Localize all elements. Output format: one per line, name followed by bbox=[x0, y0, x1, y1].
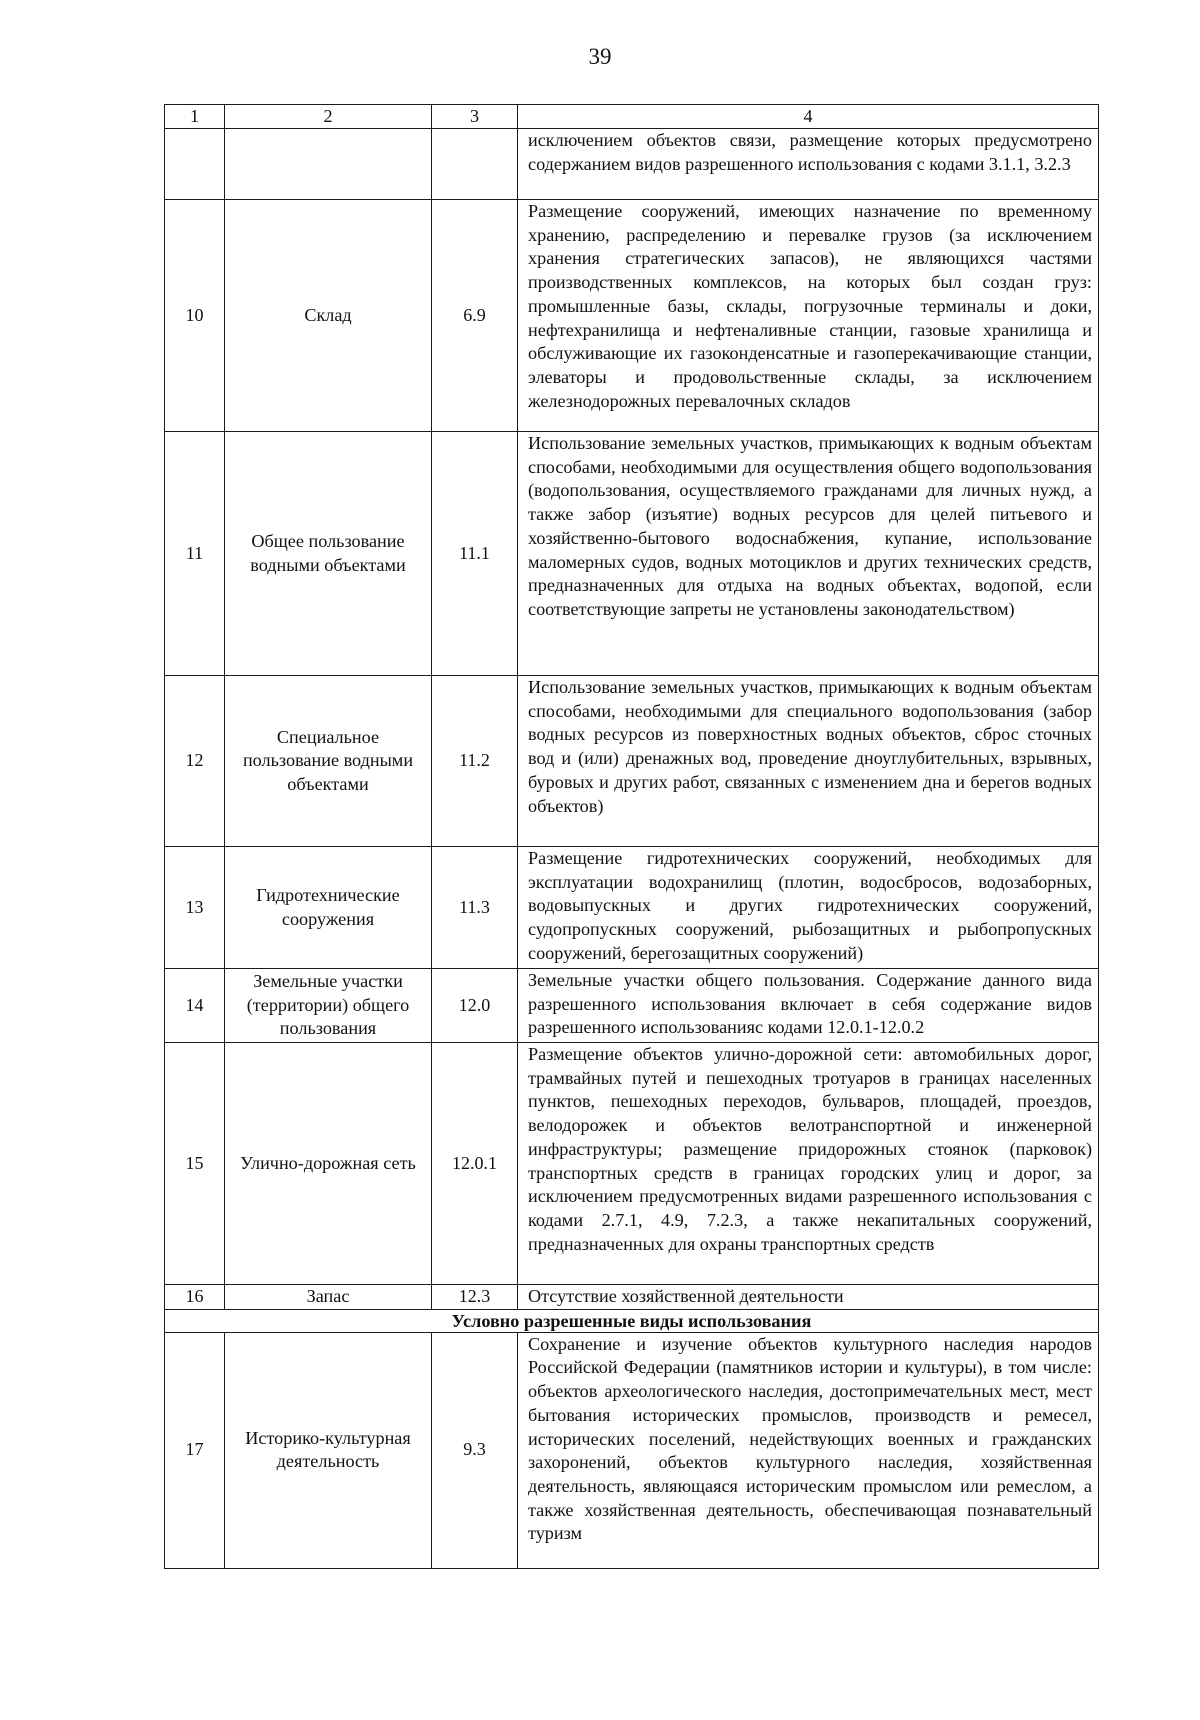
row-number: 12 bbox=[165, 676, 225, 847]
table-row bbox=[165, 1043, 1099, 1285]
land-use-description: Земельные участки общего пользования. Содержание данного вида разрешенного использования включает в себя содержание видов разрешенного использованияс кодами 12.0.1-12.0.2 bbox=[518, 969, 1099, 1043]
land-use-description: Размещение гидротехнических сооружений, необходимых для эксплуатации водохранилищ (плотин, водосбросов, водозаборных, водовыпускных и других гидротехнических сооружений, судопропускных сооружений, рыбозащитных и рыбопропускных сооружений, берегозащитных сооружений) bbox=[518, 847, 1099, 969]
empty-cell bbox=[165, 129, 225, 200]
table-header-row bbox=[165, 105, 1099, 129]
land-use-description: Использование земельных участков, примыкающих к водным объектам способами, необходимыми для специального водопользования (забор водных ресурсов из поверхностных водных объектов, сброс сточных вод и (или) дренажных вод, проведение дноуглубительных, взрывных, буровых и других работ, связанных с изменением дна и берегов водных объектов) bbox=[518, 676, 1099, 847]
row-number: 11 bbox=[165, 432, 225, 676]
land-use-description: Использование земельных участков, примыкающих к водным объектам способами, необходимыми для осуществления общего водопользования (водопользования, осуществляемого гражданами для личных нужд, а также забор (изъятие) водных ресурсов для целей питьевого и хозяйственно-бытового водоснабжения, купание, использование маломерных судов, водных мотоциклов и других технических средств, предназначенных для отдыха на водных объектах, водопой, если соответствующие запреты не установлены законодательством) bbox=[518, 432, 1099, 676]
land-use-code: 11.1 bbox=[432, 432, 518, 676]
land-use-description: Размещение объектов улично-дорожной сети: автомобильных дорог, трамвайных путей и пешеходных тротуаров в границах населенных пунктов, пешеходных переходов, бульваров, площадей, проездов, велодорожек и объектов велотранспортной и инженерной инфраструктуры; размещение придорожных стоянок (парковок) транспортных средств в границах городских улиц и дорог, за исключением предусмотренных видами разрешенного использования с кодами 2.7.1, 4.9, 7.2.3, а также некапитальных сооружений, предназначенных для охраны транспортных средств bbox=[518, 1043, 1099, 1285]
land-use-code: 12.3 bbox=[432, 1285, 518, 1310]
table-row bbox=[165, 676, 1099, 847]
column-header-name: 2 bbox=[225, 105, 432, 129]
table-row bbox=[165, 432, 1099, 676]
land-use-description: Размещение сооружений, имеющих назначение по временному хранению, распределению и перевалке грузов (за исключением хранения стратегических запасов), не являющихся частями производственных комплексов, на которых был создан груз: промышленные базы, склады, погрузочные терминалы и доки, нефтехранилища и нефтеналивные станции, газовые хранилища и обслуживающие их газоконденсатные и газоперекачивающие станции, элеваторы и продовольственные склады, за исключением железнодорожных перевалочных складов bbox=[518, 200, 1099, 432]
row-number: 16 bbox=[165, 1285, 225, 1310]
land-use-name: Склад bbox=[225, 200, 432, 432]
land-use-name: Запас bbox=[225, 1285, 432, 1310]
table-row bbox=[165, 1332, 1099, 1568]
land-use-code: 12.0 bbox=[432, 969, 518, 1043]
table-row bbox=[165, 1285, 1099, 1310]
land-use-code: 6.9 bbox=[432, 200, 518, 432]
land-use-code: 9.3 bbox=[432, 1332, 518, 1568]
table-row bbox=[165, 969, 1099, 1043]
empty-cell bbox=[432, 129, 518, 200]
row-number: 14 bbox=[165, 969, 225, 1043]
row-number: 13 bbox=[165, 847, 225, 969]
land-use-name: Историко-культурная деятельность bbox=[225, 1332, 432, 1568]
empty-cell bbox=[225, 129, 432, 200]
land-use-name: Специальное пользование водными объектами bbox=[225, 676, 432, 847]
land-use-code: 11.3 bbox=[432, 847, 518, 969]
column-header-number: 1 bbox=[165, 105, 225, 129]
column-header-description: 4 bbox=[518, 105, 1099, 129]
section-title: Условно разрешенные виды использования bbox=[165, 1309, 1099, 1332]
column-header-code: 3 bbox=[432, 105, 518, 129]
land-use-code: 11.2 bbox=[432, 676, 518, 847]
land-use-code: 12.0.1 bbox=[432, 1043, 518, 1285]
land-use-name: Общее пользование водными объектами bbox=[225, 432, 432, 676]
table-row bbox=[165, 200, 1099, 432]
land-use-description: Сохранение и изучение объектов культурного наследия народов Российской Федерации (памятников истории и культуры), в том числе: объектов археологического наследия, достопримечательных мест, мест бытования исторических промыслов, производств и ремесел, исторических поселений, недействующих военных и гражданских захоронений, объектов культурного наследия, хозяйственная деятельность, являющаяся историческим промыслом или ремеслом, а также хозяйственная деятельность, обеспечивающая познавательный туризм bbox=[518, 1332, 1099, 1568]
continuation-row bbox=[165, 129, 1099, 200]
continuation-description: исключением объектов связи, размещение которых предусмотрено содержанием видов разрешенного использования с кодами 3.1.1, 3.2.3 bbox=[518, 129, 1099, 200]
land-use-description: Отсутствие хозяйственной деятельности bbox=[518, 1285, 1099, 1310]
land-use-name: Земельные участки (территории) общего пользования bbox=[225, 969, 432, 1043]
section-header-row bbox=[165, 1309, 1099, 1332]
land-use-table bbox=[164, 104, 1099, 1569]
row-number: 10 bbox=[165, 200, 225, 432]
page-number: 39 bbox=[588, 44, 612, 69]
table-row bbox=[165, 847, 1099, 969]
row-number: 15 bbox=[165, 1043, 225, 1285]
land-use-name: Улично-дорожная сеть bbox=[225, 1043, 432, 1285]
row-number: 17 bbox=[165, 1332, 225, 1568]
land-use-name: Гидротехнические сооружения bbox=[225, 847, 432, 969]
